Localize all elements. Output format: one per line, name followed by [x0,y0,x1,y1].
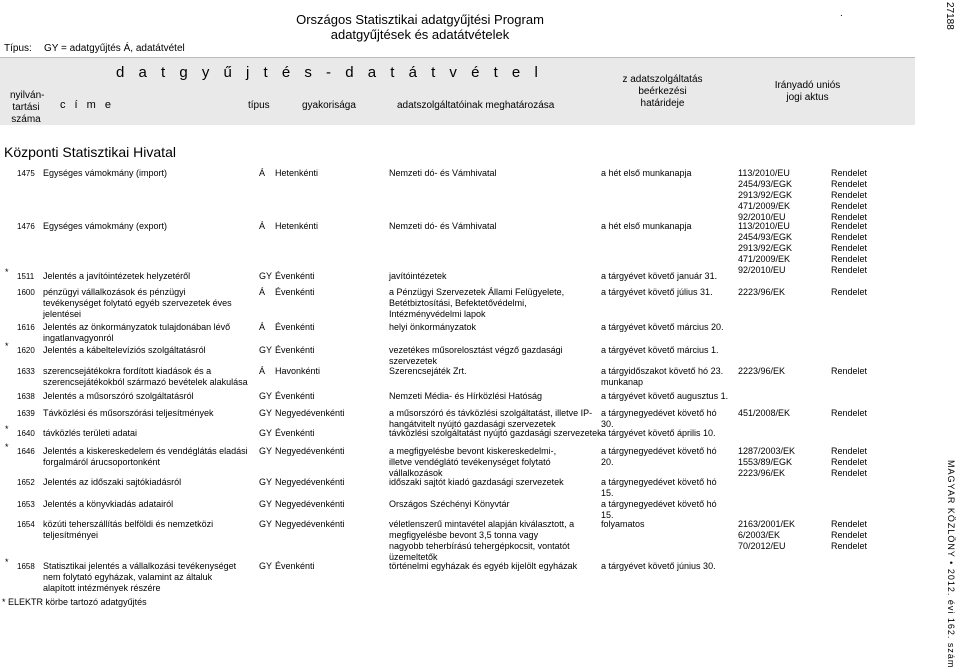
record-frequency: Évenkénti [275,287,315,297]
record-provider: történelmi egyházak és egyéb kijelölt egyházak [389,561,578,571]
record-deadline: a hét első munkanapja [601,221,692,231]
record-type: Á [259,221,266,231]
record-deadline: a tárgynegyedévet követő hó [601,408,717,418]
record-provider: Intézményvédelmi lapok [389,309,486,319]
legal-act: 471/2009/EK [738,254,791,264]
record-number: 1620 [17,346,35,355]
legal-act: 2913/92/EGK [738,190,793,200]
legal-act-kind: Rendelet [831,265,868,275]
record-type: GY [259,519,273,529]
record-deadline: a tárgyévet követő április 10. [601,428,716,438]
legal-act: 451/2008/EK [738,408,791,418]
legal-act-kind: Rendelet [831,201,868,211]
tipus-legend: GY = adatgyűjtés Á, adatátvétel [44,43,185,54]
record-title: Statisztikai jelentés a vállalkozási tevékenységet [43,561,237,571]
col-hatarido: z adatszolgáltatás beérkezési határideje [622,74,703,109]
legal-act-kind: Rendelet [831,190,868,200]
record-provider: szervezetek [389,356,438,366]
record-number: 1640 [17,429,35,438]
record-title: alapított intézmények részére [43,583,161,593]
record-deadline: a tárgynegyedévet követő hó [601,499,717,509]
legal-act-kind: Rendelet [831,519,868,529]
record-title: nem folytató egyházak, valamint az általuk [43,572,213,582]
record-title: szerencsejátékokból származó bevételek alakulása [43,377,248,387]
record-title: forgalmáról árucsoportonként [43,457,161,467]
legal-act: 70/2012/EU [738,541,786,551]
col-gyakorisaga: gyakorisága [302,100,356,111]
legal-act-kind: Rendelet [831,179,868,189]
side-publication-label: MAGYAR KÖZLÖNY • 2012. évi 162. szám [946,460,956,668]
record-type: GY [259,561,273,571]
record-title: szerencsejátékokra fordított kiadások és a [43,366,212,376]
legal-act-kind: Rendelet [831,243,868,253]
record-deadline: a tárgynegyedévet követő hó [601,477,717,487]
record-provider: véletlenszerű mintavétel alapján kiválasztott, a [389,519,575,529]
record-type: GY [259,477,273,487]
record-title: jelentései [43,309,82,319]
record-frequency: Évenkénti [275,391,315,401]
record-title: távközlés területi adatai [43,428,138,438]
record-title: Jelentés a kábeltelevíziós szolgáltatásról [43,345,206,355]
record-provider: üzemeltetők [389,552,438,562]
record-deadline: a tárgyévet követő július 31. [601,287,713,297]
record-number: 1639 [17,409,35,418]
legal-act-kind: Rendelet [831,221,868,231]
record-title: teljesítményei [43,530,99,540]
record-frequency: Havonkénti [275,366,321,376]
legal-act: 1553/89/EGK [738,457,793,467]
record-title: Egységes vámokmány (import) [43,168,168,178]
record-frequency: Évenkénti [275,561,315,571]
col-szolgaltato: adatszolgáltatóinak meghatározása [397,100,555,111]
record-title: Jelentés a könyvkiadás adatairól [43,499,174,509]
record-number: 1600 [17,288,35,297]
legal-act: 1287/2003/EK [738,446,796,456]
record-provider: Betétbiztosítási, Befektetővédelmi, [389,298,527,308]
record-frequency: Évenkénti [275,345,315,355]
record-number: 1658 [17,562,35,571]
record-deadline: 20. [601,457,614,467]
record-frequency: Negyedévenkénti [275,519,345,529]
record-deadline: a tárgynegyedévet követő hó [601,446,717,456]
record-deadline: a tárgyévet követő augusztus 1. [601,391,729,401]
record-deadline: a tárgyévet követő január 31. [601,271,718,281]
record-frequency: Hetenkénti [275,221,319,231]
record-frequency: Negyedévenkénti [275,499,345,509]
legal-act-kind: Rendelet [831,530,868,540]
page-title-line1: Országos Statisztikai adatgyűjtési Program [296,12,544,27]
record-title: Jelentés az önkormányzatok tulajdonában lévő [43,322,231,332]
elektr-star: * [5,341,9,351]
record-title: pénzügyi vállalkozások és pénzügyi [43,287,186,297]
header-dot: . [840,8,843,19]
page-code: 27188 [944,2,955,30]
record-title: közúti teherszállítás belföldi és nemzetközi [43,519,214,529]
legal-act-kind: Rendelet [831,168,868,178]
legal-act: 2913/92/EGK [738,243,793,253]
record-deadline: munkanap [601,377,644,387]
legal-act: 2163/2001/EK [738,519,796,529]
record-deadline: folyamatos [601,519,645,529]
record-deadline: 15. [601,510,614,520]
record-number: 1475 [17,169,35,178]
elektr-star: * [5,557,9,567]
record-provider: a műsorszóró és távközlési szolgáltatást, illetve IP- [389,408,593,418]
record-type: GY [259,446,273,456]
record-type: Á [259,287,266,297]
legal-act: 2223/96/EK [738,366,786,376]
record-deadline: a tárgyidőszakot követő hó 23. [601,366,724,376]
record-provider: Nemzeti dó- és Vámhivatal [389,221,497,231]
record-number: 1652 [17,478,35,487]
record-provider: Nemzeti dó- és Vámhivatal [389,168,497,178]
record-provider: nagyobb teherbírású tehergépkocsit, vontatót [389,541,570,551]
record-title: Jelentés az időszaki sajtókiadásról [43,477,182,487]
legal-act-kind: Rendelet [831,232,868,242]
record-deadline: 30. [601,419,614,429]
record-deadline: a tárgyévet követő március 1. [601,345,719,355]
record-provider: távközlési szolgáltatást nyújtó gazdasági szervezetek [389,428,602,438]
record-provider: időszaki sajtót kiadó gazdasági szervezetek [389,477,564,487]
legal-act-kind: Rendelet [831,457,868,467]
col-cime: c í m e [60,99,115,111]
legal-act: 2223/96/EK [738,287,786,297]
record-deadline: a hét első munkanapja [601,168,692,178]
record-frequency: Negyedévenkénti [275,408,345,418]
col-nyilvantartasi: nyilván- tartási száma [10,90,45,125]
record-provider: illetve vendéglátó tevékenységet folytató [389,457,551,467]
record-number: 1654 [17,520,35,529]
legal-act: 2454/93/EGK [738,179,793,189]
record-number: 1638 [17,392,35,401]
record-title: Távközlési és műsorszórási teljesítmények [43,408,214,418]
record-title: Jelentés a műsorszóró szolgáltatásról [43,391,194,401]
legal-act: 471/2009/EK [738,201,791,211]
record-deadline: a tárgyévet követő március 20. [601,322,724,332]
record-type: GY [259,499,273,509]
tipus-label: Típus: [4,43,32,54]
section-title: Központi Statisztikai Hivatal [4,144,176,160]
record-provider: Nemzeti Média- és Hírközlési Hatóság [389,391,543,401]
legal-act: 113/2010/EU [738,168,790,178]
record-provider: Országos Széchényi Könyvtár [389,499,510,509]
legal-act-kind: Rendelet [831,212,868,222]
elektr-star: * [5,267,9,277]
legal-act: 113/2010/EU [738,221,790,231]
record-provider: a megfigyelésbe bevont kiskereskedelmi-, [389,446,557,456]
spaced-title: d a t g y ű j t é s - d a t á t v é t e l [116,64,543,81]
record-title: Jelentés a kiskereskedelem és vendéglátás eladási [43,446,248,456]
record-type: GY [259,428,273,438]
legal-act-kind: Rendelet [831,446,868,456]
legal-act-kind: Rendelet [831,366,868,376]
page-title-line2: adatgyűjtések és adatátvételek [330,27,510,42]
record-number: 1653 [17,500,35,509]
legal-act-kind: Rendelet [831,541,868,551]
legal-act: 92/2010/EU [738,212,786,222]
record-type: GY [259,345,273,355]
legal-act: 92/2010/EU [738,265,786,275]
record-title: Jelentés a javítóintézetek helyzetéről [43,271,191,281]
legal-act-kind: Rendelet [831,408,868,418]
record-number: 1511 [17,272,35,281]
elektr-star: * [5,442,9,452]
record-type: GY [259,271,273,281]
record-type: GY [259,408,273,418]
record-number: 1476 [17,222,35,231]
record-number: 1616 [17,323,35,332]
record-provider: javítóintézetek [389,271,447,281]
record-provider: megfigyelésbe bevont 3,5 tonna vagy [389,530,539,540]
record-frequency: Negyedévenkénti [275,446,345,456]
record-provider: hangátvitelt nyújtó gazdasági szervezetek [389,419,556,429]
legal-act-kind: Rendelet [831,468,868,478]
record-frequency: Hetenkénti [275,168,319,178]
record-title: Egységes vámokmány (export) [43,221,168,231]
record-title: tevékenységet folytató egyéb szervezetek éves [43,298,232,308]
col-jogi-aktus: Irányadó uniós jogi aktus [774,80,841,103]
legal-act: 2454/93/EGK [738,232,793,242]
legal-act-kind: Rendelet [831,287,868,297]
record-deadline: 15. [601,488,614,498]
record-provider: Szerencsejáték Zrt. [389,366,467,376]
record-type: Á [259,168,266,178]
record-provider: vezetékes műsorelosztást végző gazdasági [389,345,563,355]
record-frequency: Évenkénti [275,322,315,332]
record-frequency: Évenkénti [275,271,315,281]
record-frequency: Negyedévenkénti [275,477,345,487]
record-type: Á [259,366,266,376]
record-provider: vállalkozások [389,468,443,478]
col-tipus: típus [248,100,270,111]
record-type: GY [259,391,273,401]
record-number: 1633 [17,367,35,376]
legal-act: 2223/96/EK [738,468,786,478]
record-provider: helyi önkormányzatok [389,322,477,332]
record-provider: a Pénzügyi Szervezetek Állami Felügyelete, [389,287,565,297]
record-type: Á [259,322,266,332]
record-number: 1646 [17,447,35,456]
elektr-star: * [5,424,9,434]
legal-act: 6/2003/EK [738,530,781,540]
record-deadline: a tárgyévet követő június 30. [601,561,716,571]
legal-act-kind: Rendelet [831,254,868,264]
record-frequency: Évenkénti [275,428,315,438]
footer-note: * ELEKTR körbe tartozó adatgyűjtés [2,597,147,607]
record-title: ingatlanvagyonról [43,333,114,343]
